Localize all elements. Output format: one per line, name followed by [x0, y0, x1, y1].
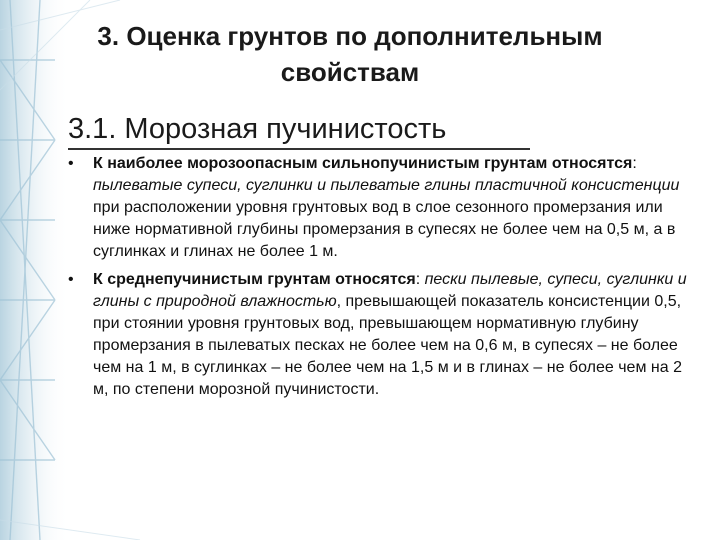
bullet-item	[60, 269, 700, 401]
bullet-text: , превышающей показатель консистенции 0,5, при стоянии уровня грунтовых вод, превышающем нормативную глубину промерзания в пылеватых песках не более чем на 0,6 м, в супесях – не более чем на 1 м, в суглинках – не более чем на 1,5 м и в глинах – не более чем на 2 м, по степени морозной пучинистости.	[93, 293, 682, 398]
bullet-text: при расположении уровня грунтовых вод в слое сезонного промерзания или ниже нормативной глубины промерзания в супесях не более чем на 0,5 м, а в суглинках и глинах не более 1 м.	[93, 199, 676, 260]
bullet-lead: К среднепучинистым грунтам относятся	[93, 271, 416, 288]
bullet-list	[60, 153, 700, 407]
bullet-italic: пылеватые супеси, суглинки и пылеватые глины пластичной консистенции	[93, 177, 680, 194]
bullet-colon: :	[632, 155, 637, 172]
bullet-italic: пески пылевые, супеси, суглинки и глины с природной влажностью	[93, 271, 687, 310]
bullet-marker: •	[68, 155, 74, 172]
section-heading: 3.1. Морозная пучинистость	[68, 113, 447, 145]
title-line-2: свойствам	[280, 57, 420, 87]
bullet-marker: •	[68, 271, 74, 288]
bullet-lead: К наиболее морозоопасным сильнопучинистым грунтам относятся	[93, 155, 633, 172]
title-line-1: 3. Оценка грунтов по дополнительным	[97, 21, 603, 51]
heading-underline	[68, 148, 530, 150]
bullet-colon: :	[415, 271, 425, 288]
slide-title	[90, 18, 610, 90]
bullet-item	[60, 153, 700, 263]
